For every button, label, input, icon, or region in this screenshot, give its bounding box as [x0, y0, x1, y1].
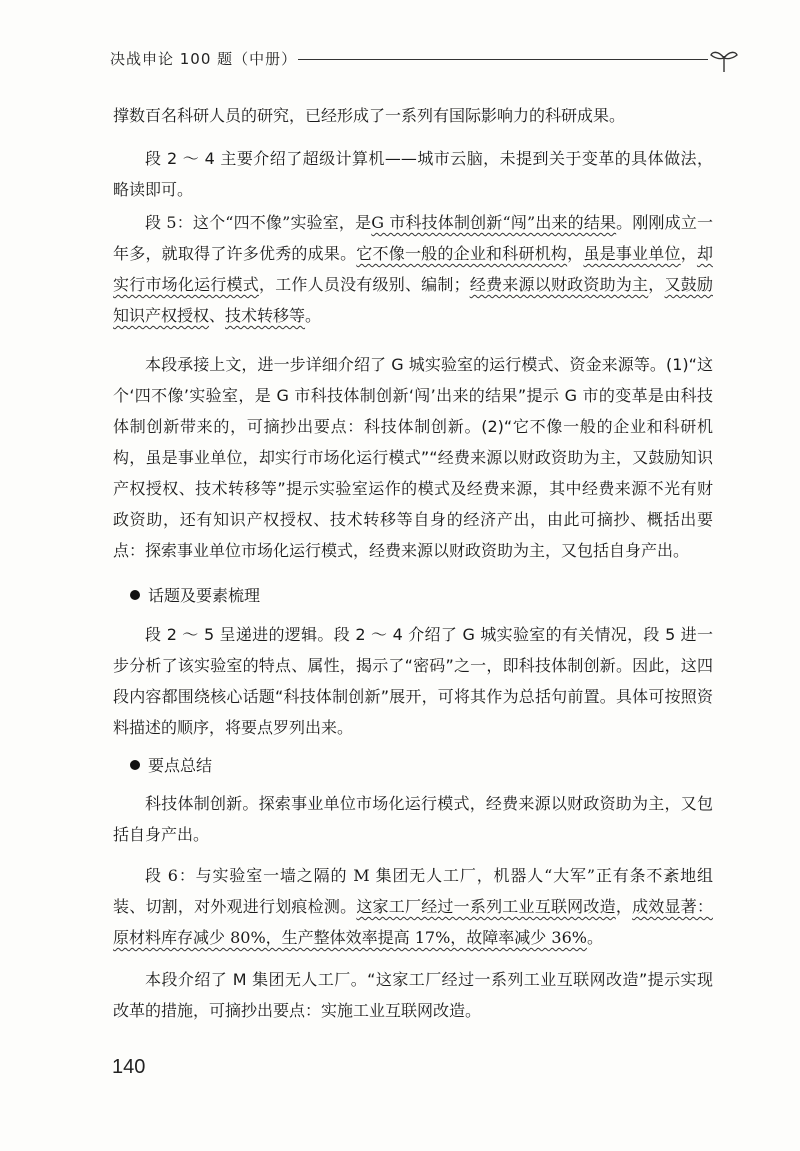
underlined-phrase: 成效显著：原材料库存减少 80%，生产整体效率提高 17%，故障率减少 36%	[113, 897, 713, 947]
paragraph-analysis-6: 本段介绍了 M 集团无人工厂。“这家工厂经过一系列工业互联网改造”提示实现改革的措施，可摘抄出要点：实施工业互联网改造。	[113, 970, 713, 1020]
underlined-phrase: 这家工厂经过一系列工业互联网改造	[356, 897, 616, 916]
paragraph-analysis-5: 本段承接上文，进一步详细介绍了 G 城实验室的运行模式、资金来源等。(1)“这个‘四不像’实验室，是 G 市科技体制创新‘闯’出来的结果”提示 G 市的变革是由科技体制创新带来的，可摘抄出要点：科技体制创新。(2)“它不像一般的企业和科研机构，虽是事业单位，却实行市场化运行模式”“经费来源以财政资助为主，又鼓励知识产权授权、技术转移等”提示实验室运作的模式及经费来源，其中经费来源不光有财政资助，还有知识产权授权、技术转移等自身的经济产出，由此可摘抄、概括出要点：探索事业单位市场化运行模式，经费来源以财政资助为主，又包括自身产出。	[113, 355, 713, 560]
heading-text: 话题及要素梳理	[148, 586, 261, 605]
underlined-phrase: 技术转移等	[225, 306, 306, 325]
text-run: ，	[680, 244, 697, 263]
paragraph-source-6	[113, 860, 713, 953]
underlined-phrase: 又鼓励知识产权授权	[113, 275, 713, 325]
section-heading-summary	[130, 750, 212, 781]
paragraph-source-5	[113, 207, 713, 331]
underlined-phrase: 它不像一般的企业和科研机构	[356, 244, 568, 263]
section-heading-topics	[130, 580, 260, 611]
bullet-icon	[130, 760, 140, 770]
underlined-phrase: 经费来源以财政资助为主	[469, 275, 649, 294]
paragraph-key-points: 科技体制创新。探索事业单位市场化运行模式，经费来源以财政资助为主，又包括自身产出。	[113, 794, 713, 844]
text-run: 。	[586, 928, 603, 947]
text-run: ，	[615, 897, 633, 916]
text-run: 段 6：与实验室一墙之隔的 M 集团无人工厂，机器人“大军”正有条不紊地组装、切割，对外观进行划痕检测。	[113, 866, 713, 916]
text-run: 。	[305, 306, 322, 325]
text-run: ，工作人员没有级别、编制；	[258, 275, 470, 294]
heading-text: 要点总结	[148, 756, 213, 775]
text-run: ，	[648, 275, 665, 294]
paragraph-topic-logic: 段 2 ～ 5 呈递进的逻辑。段 2 ～ 4 介绍了 G 城实验室的有关情况，段 5 进一步分析了该实验室的特点、属性，揭示了“密码”之一，即科技体制创新。因此，这四段内容都围绕核心话题“科技体制创新”展开，可将其作为总括句前置。具体可按照资料描述的顺序，将要点罗列出来。	[113, 625, 713, 737]
paragraph-analysis-2-4: 段 2 ～ 4 主要介绍了超级计算机——城市云脑，未提到关于变革的具体做法，略读即可。	[113, 149, 713, 199]
text-run: 、	[209, 306, 226, 325]
text-run: 。刚刚成立一年多，就取得了许多优秀的成果。	[113, 213, 713, 263]
underlined-phrase: 虽是事业单位	[583, 244, 681, 263]
underlined-phrase: 却实行市场化运行模式	[113, 244, 713, 294]
book-title: 决战申论 100 题（中册）	[110, 50, 298, 68]
text-run: ，	[567, 244, 584, 263]
page-number: 140	[112, 1056, 146, 1078]
underlined-phrase: G 市科技体制创新“闯”出来的结果	[371, 213, 617, 232]
paragraph-continuation: 撑数百名科研人员的研究，已经形成了一系列有国际影响力的科研成果。	[113, 106, 626, 125]
bullet-icon	[130, 590, 140, 600]
text-run: 段 5：这个“四不像”实验室，是	[145, 213, 372, 232]
